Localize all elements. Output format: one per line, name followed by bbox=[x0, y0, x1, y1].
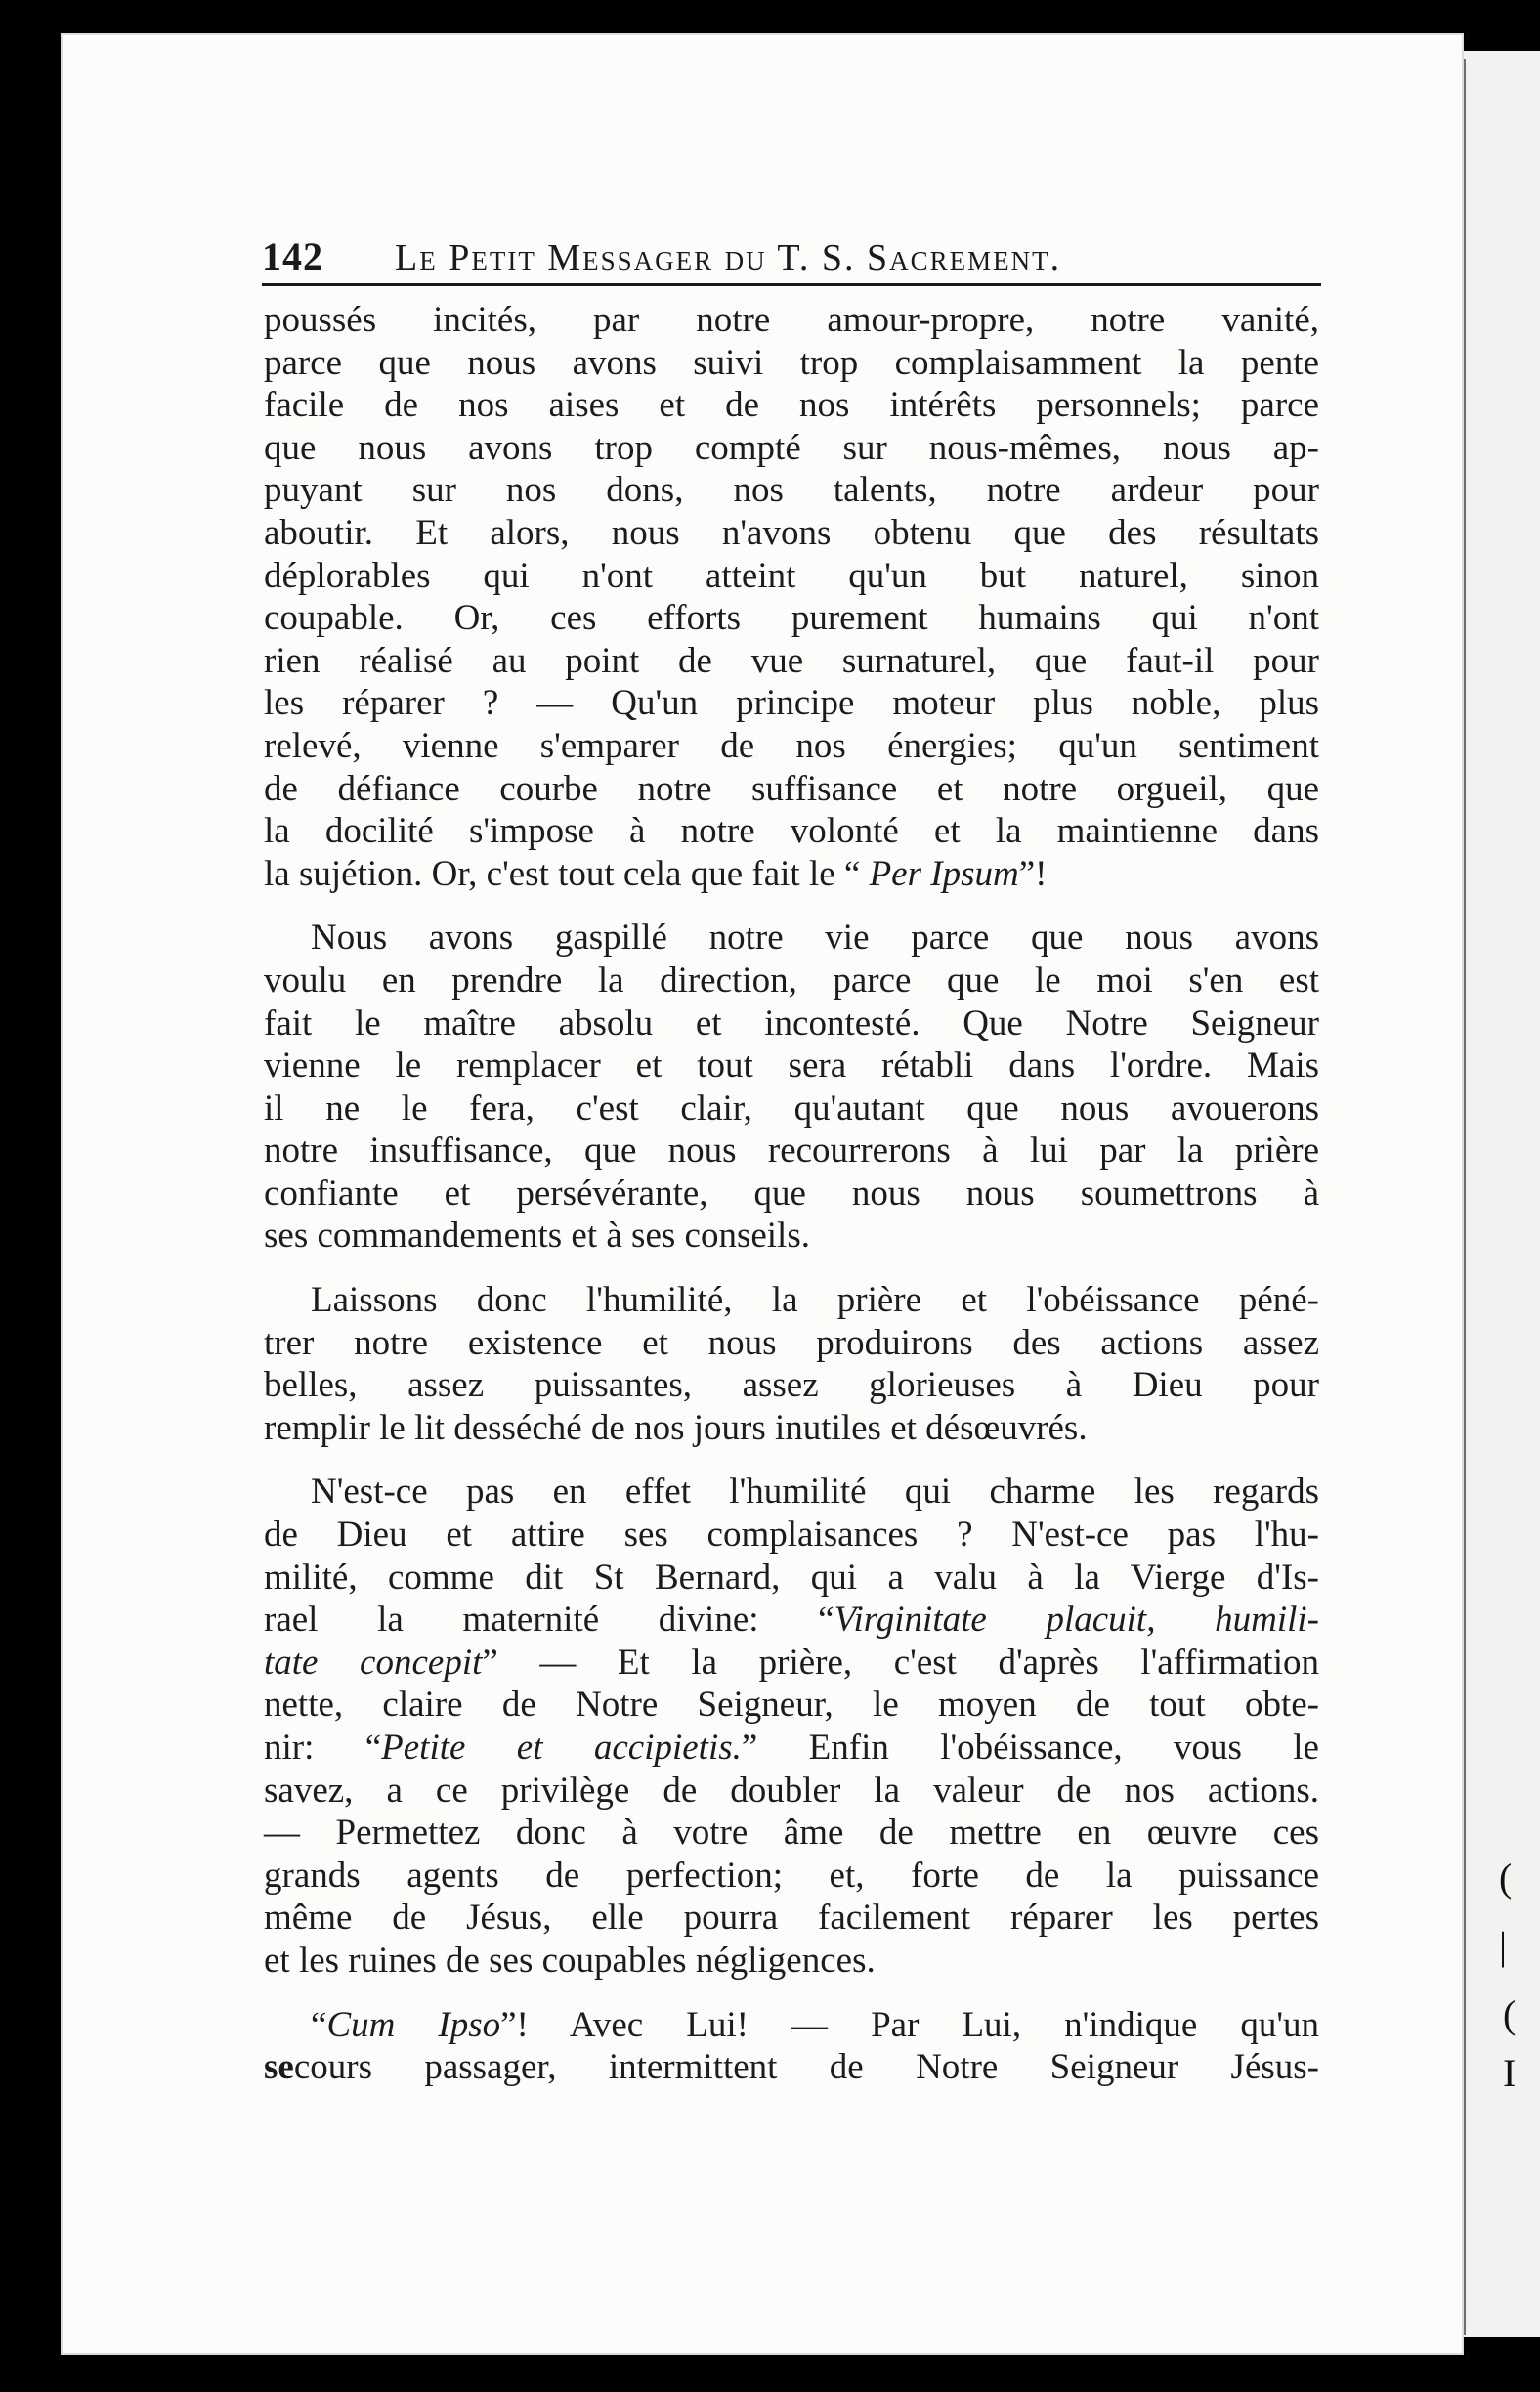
text-line: puyant sur nos dons, nos talents, notre ardeur pour bbox=[264, 470, 1319, 511]
text-line: confiante et persévérante, que nous nous soumettrons à bbox=[264, 1173, 1319, 1214]
text-run: se bbox=[264, 2047, 294, 2088]
text-line: Laissons donc l'humilité, la prière et l'obéissance péné- bbox=[311, 1280, 1319, 1321]
paragraph-1 bbox=[264, 299, 1319, 895]
ink-mark: | bbox=[1499, 1924, 1508, 1968]
latin-phrase: Per Ipsum bbox=[869, 853, 1019, 894]
text-line: nette, claire de Notre Seigneur, le moyen de tout obte- bbox=[264, 1685, 1319, 1726]
text-line: N'est-ce pas en effet l'humilité qui charme les regards bbox=[311, 1472, 1319, 1513]
ink-mark: ( bbox=[1499, 1856, 1513, 1900]
text-run: la sujétion. Or, c'est tout cela que fait le “ bbox=[264, 853, 870, 894]
text-line: il ne le fera, c'est clair, qu'autant que nous avouerons bbox=[264, 1088, 1319, 1129]
text-line: grands agents de perfection; et, forte de la puissance bbox=[264, 1855, 1319, 1896]
text-line: parce que nous avons suivi trop complaisamment la pente bbox=[264, 342, 1319, 383]
text-line: la docilité s'impose à notre volonté et la maintienne dans bbox=[264, 811, 1319, 852]
text-run: “ bbox=[311, 2004, 327, 2045]
latin-phrase: tate concepit bbox=[264, 1642, 483, 1683]
text-line bbox=[264, 853, 1319, 896]
text-line: voulu en prendre la direction, parce que le moi s'en est bbox=[264, 960, 1319, 1001]
text-run: nir: “ bbox=[264, 1728, 382, 1768]
text-line: ses commandements et à ses conseils. bbox=[264, 1216, 810, 1257]
paragraph-4 bbox=[264, 1471, 1319, 1982]
next-page-edge bbox=[1464, 51, 1540, 2337]
text-line: — Permettez donc à votre âme de mettre en œuvre ces bbox=[264, 1813, 1319, 1854]
text-line: remplir le lit desséché de nos jours inutiles et désœuvrés. bbox=[264, 1407, 1088, 1448]
text-line: et les ruines de ses coupables négligences. bbox=[264, 1940, 876, 1981]
text-run: ” — Et la prière, c'est d'après l'affirmation bbox=[482, 1642, 1319, 1683]
ink-mark: I bbox=[1503, 2051, 1517, 2095]
page-number: 142 bbox=[262, 235, 323, 278]
paragraph-5 bbox=[264, 2004, 1319, 2089]
text-line bbox=[264, 1727, 1319, 1770]
text-run: ”! bbox=[1018, 853, 1048, 894]
text-line: trer notre existence et nous produirons des actions assez bbox=[264, 1322, 1319, 1363]
text-line bbox=[264, 1642, 1319, 1685]
text-line: que nous avons trop compté sur nous-mêmes, nous ap- bbox=[264, 427, 1319, 468]
body-text bbox=[264, 299, 1319, 2089]
text-line: vienne le remplacer et tout sera rétabli dans l'ordre. Mais bbox=[264, 1046, 1319, 1087]
running-header bbox=[262, 233, 1321, 286]
text-line: de défiance courbe notre suffisance et notre orgueil, que bbox=[264, 768, 1319, 809]
text-line: même de Jésus, elle pourra facilement réparer les pertes bbox=[264, 1898, 1319, 1939]
text-line: fait le maître absolu et incontesté. Que Notre Seigneur bbox=[264, 1003, 1319, 1044]
latin-phrase: Virginitate placuit, humili- bbox=[834, 1600, 1319, 1641]
text-run: ” Enfin l'obéissance, vous le bbox=[741, 1728, 1319, 1768]
latin-phrase: Cum Ipso bbox=[326, 2004, 501, 2045]
text-line: coupable. Or, ces efforts purement humains qui n'ont bbox=[264, 598, 1319, 639]
text-line: les réparer ? — Qu'un principe moteur plus noble, plus bbox=[264, 683, 1319, 724]
text-line: Nous avons gaspillé notre vie parce que nous avons bbox=[311, 918, 1319, 959]
text-run: ”! Avec Lui! — Par Lui, n'indique qu'un bbox=[500, 2004, 1319, 2045]
text-line: aboutir. Et alors, nous n'avons obtenu que des résultats bbox=[264, 512, 1319, 553]
text-line bbox=[264, 2046, 1319, 2089]
ink-mark: ( bbox=[1503, 1992, 1517, 2036]
text-run: cours passager, intermittent de Notre Seigneur Jésus- bbox=[293, 2047, 1319, 2088]
text-line: déplorables qui n'ont atteint qu'un but naturel, sinon bbox=[264, 555, 1319, 596]
text-line: rien réalisé au point de vue surnaturel, que faut-il pour bbox=[264, 640, 1319, 681]
text-line: belles, assez puissantes, assez glorieuses à Dieu pour bbox=[264, 1365, 1319, 1406]
text-line: facile de nos aises et de nos intérêts personnels; parce bbox=[264, 385, 1319, 426]
latin-phrase: Petite et accipietis. bbox=[381, 1728, 742, 1768]
text-line: de Dieu et attire ses complaisances ? N'est-ce pas l'hu- bbox=[264, 1515, 1319, 1556]
text-run: rael la maternité divine: “ bbox=[264, 1600, 834, 1641]
running-title: Le Petit Messager du T. S. Sacrement. bbox=[395, 237, 1062, 278]
paragraph-3 bbox=[264, 1279, 1319, 1449]
text-line bbox=[264, 2004, 1319, 2047]
text-line: savez, a ce privilège de doubler la valeur de nos actions. bbox=[264, 1770, 1319, 1811]
text-line: milité, comme dit St Bernard, qui a valu à la Vierge d'Is- bbox=[264, 1557, 1319, 1598]
paragraph-2 bbox=[264, 917, 1319, 1258]
text-line: poussés incités, par notre amour-propre, notre vanité, bbox=[264, 300, 1319, 340]
text-line: notre insuffisance, que nous recourrerons à lui par la prière bbox=[264, 1131, 1319, 1172]
text-line: relevé, vienne s'emparer de nos énergies; qu'un sentiment bbox=[264, 725, 1319, 766]
text-line bbox=[264, 1599, 1319, 1642]
